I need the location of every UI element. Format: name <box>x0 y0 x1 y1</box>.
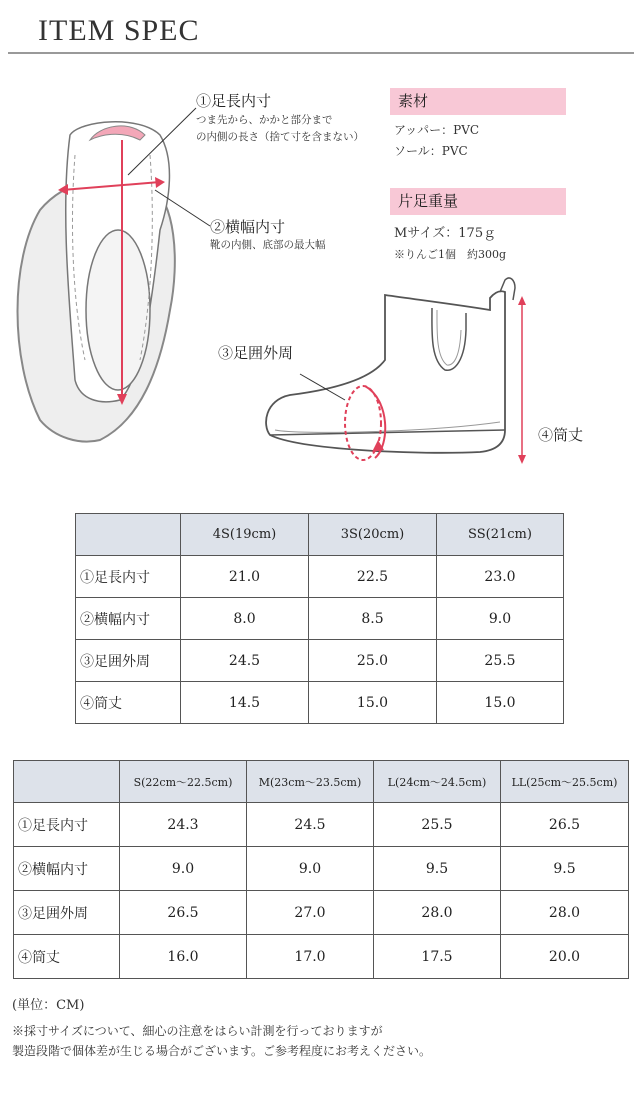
measurement-diagram <box>0 60 640 500</box>
weight-note: ※りんご1個 約300g <box>394 248 507 261</box>
table-cell: 22.5 <box>309 556 437 598</box>
row-label: ①足長内寸 <box>14 803 120 847</box>
table-cell: 8.5 <box>309 598 437 640</box>
column-header: L(24cm～24.5cm) <box>374 761 501 803</box>
column-header: SS(21cm) <box>437 514 564 556</box>
row-label: ③足囲外周 <box>14 891 120 935</box>
label-shaft-height: ④筒丈 <box>538 426 584 444</box>
table-cell: 15.0 <box>309 682 437 724</box>
table-cell: 15.0 <box>437 682 564 724</box>
table-cell: 16.0 <box>120 935 247 979</box>
row-label: ③足囲外周 <box>76 640 181 682</box>
table-cell: 24.5 <box>181 640 309 682</box>
label-foot-circumference: ③足囲外周 <box>218 344 294 362</box>
table-cell: 9.0 <box>120 847 247 891</box>
weight-value: Mサイズ：175ｇ <box>394 226 497 241</box>
table-cell: 9.5 <box>501 847 629 891</box>
material-upper: アッパー：PVC <box>394 123 480 137</box>
table-row <box>14 847 629 891</box>
label-foot-length-desc-1: つま先から、かかと部分まで <box>196 114 333 126</box>
table-cell: 25.0 <box>309 640 437 682</box>
table-row <box>14 803 629 847</box>
column-header: M(23cm～23.5cm) <box>247 761 374 803</box>
page-title: ITEM SPEC <box>38 14 200 47</box>
measurement-note-2: 製造段階で個体差が生じる場合がございます。ご参考程度にお考えください。 <box>12 1044 432 1058</box>
table-row <box>14 891 629 935</box>
row-label: ④筒丈 <box>76 682 181 724</box>
label-foot-length: ①足長内寸 <box>196 92 272 110</box>
measurement-note-1: ※採寸サイズについて、細心の注意をはらい計測を行っておりますが <box>12 1024 383 1038</box>
table-cell: 20.0 <box>501 935 629 979</box>
table-cell: 28.0 <box>374 891 501 935</box>
row-label: ④筒丈 <box>14 935 120 979</box>
title-divider <box>8 52 634 54</box>
table-corner <box>76 514 181 556</box>
label-foot-width-desc: 靴の内側、底部の最大幅 <box>210 239 326 251</box>
table-cell: 26.5 <box>501 803 629 847</box>
table-cell: 25.5 <box>374 803 501 847</box>
table-row <box>76 556 564 598</box>
table-cell: 9.5 <box>374 847 501 891</box>
row-label: ②横幅内寸 <box>76 598 181 640</box>
table-cell: 8.0 <box>181 598 309 640</box>
material-sole: ソール：PVC <box>394 144 468 158</box>
row-label: ②横幅内寸 <box>14 847 120 891</box>
label-foot-length-desc-2: の内側の長さ（捨て寸を含まない） <box>196 131 364 143</box>
table-cell: 25.5 <box>437 640 564 682</box>
table-cell: 27.0 <box>247 891 374 935</box>
table-row <box>14 935 629 979</box>
unit-label: (単位：CM) <box>12 998 85 1013</box>
column-header: LL(25cm～25.5cm) <box>501 761 629 803</box>
table-cell: 24.3 <box>120 803 247 847</box>
weight-heading: 片足重量 <box>390 188 566 215</box>
column-header: S(22cm～22.5cm) <box>120 761 247 803</box>
label-foot-width: ②横幅内寸 <box>210 218 286 236</box>
column-header: 4S(19cm) <box>181 514 309 556</box>
table-cell: 9.0 <box>247 847 374 891</box>
table-corner <box>14 761 120 803</box>
table-cell: 28.0 <box>501 891 629 935</box>
size-table-kids <box>75 513 564 724</box>
table-cell: 17.5 <box>374 935 501 979</box>
table-row <box>76 598 564 640</box>
table-row <box>76 640 564 682</box>
column-header: 3S(20cm) <box>309 514 437 556</box>
material-heading: 素材 <box>390 88 566 115</box>
table-cell: 14.5 <box>181 682 309 724</box>
size-table-adult <box>13 760 629 979</box>
table-cell: 24.5 <box>247 803 374 847</box>
table-cell: 17.0 <box>247 935 374 979</box>
table-cell: 9.0 <box>437 598 564 640</box>
table-cell: 23.0 <box>437 556 564 598</box>
row-label: ①足長内寸 <box>76 556 181 598</box>
table-cell: 21.0 <box>181 556 309 598</box>
table-cell: 26.5 <box>120 891 247 935</box>
table-row <box>76 682 564 724</box>
